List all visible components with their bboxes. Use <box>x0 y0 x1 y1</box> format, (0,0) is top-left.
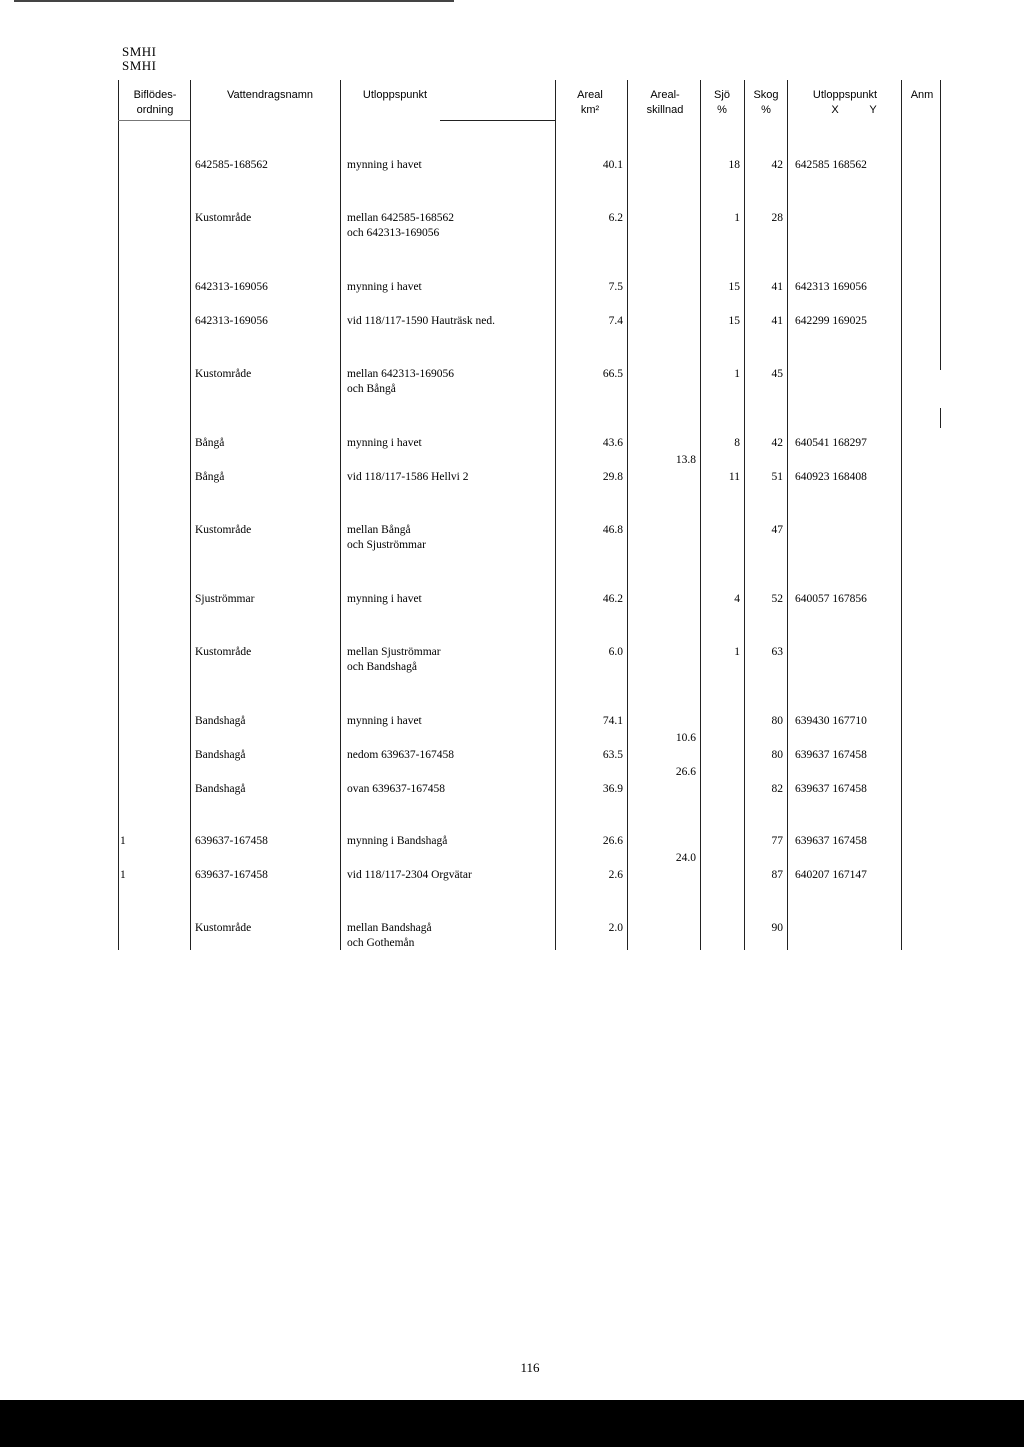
org-name: SMHI <box>122 44 157 59</box>
cell-coord: 642299 169025 <box>795 315 867 327</box>
cell-lake: 1 <box>734 646 740 658</box>
cell-name: 642313-169056 <box>195 315 268 327</box>
cell-coord: 640207 167147 <box>795 869 867 881</box>
cell-coord: 639637 167458 <box>795 749 867 761</box>
cell-forest: 63 <box>771 646 783 658</box>
header-note: Anm <box>910 89 934 101</box>
cell-area: 40.1 <box>602 159 623 171</box>
cell-lake: 4 <box>734 593 740 605</box>
header-name: Vattendragsnamn <box>226 89 314 101</box>
cell-outlet: mynning i havet <box>347 281 422 293</box>
cell-name: Bångå <box>195 437 225 449</box>
cell-forest: 52 <box>771 593 783 605</box>
cell-name: Bångå <box>195 471 225 483</box>
header-diff-1: Areal- <box>650 89 680 101</box>
col-rule-outlet <box>555 80 556 950</box>
cell-area: 26.6 <box>602 835 623 847</box>
col-rule-note-top <box>940 80 941 370</box>
cell-outlet: vid 118/117-1590 Hauträsk ned. <box>347 315 495 327</box>
header-outlet: Utloppspunkt <box>362 89 428 101</box>
col-rule-name <box>340 80 341 950</box>
header-coord-y: Y <box>869 104 877 116</box>
cell-forest: 90 <box>771 922 783 934</box>
cell-outlet-cont: och Bångå <box>347 383 396 395</box>
cell-name: Bandshagå <box>195 783 246 795</box>
cell-forest: 80 <box>771 715 783 727</box>
page-number: 116 <box>520 1360 540 1375</box>
header-area-2: km² <box>580 104 600 116</box>
cell-name: Sjuströmmar <box>195 593 255 605</box>
cell-forest: 47 <box>771 524 783 536</box>
cell-area: 6.0 <box>608 646 623 658</box>
cell-coord: 640541 168297 <box>795 437 867 449</box>
header-diff-2: skillnad <box>646 104 684 116</box>
cell-area: 46.8 <box>602 524 623 536</box>
cell-outlet-cont: och Gothemån <box>347 937 415 949</box>
cell-forest: 51 <box>771 471 783 483</box>
cell-outlet-cont: och Bandshagå <box>347 661 417 673</box>
cell-area: 63.5 <box>602 749 623 761</box>
cell-outlet: ovan 639637-167458 <box>347 783 446 795</box>
col-rule-coord <box>901 80 902 950</box>
cell-area: 2.6 <box>608 869 623 881</box>
cell-outlet: mellan Bandshagå <box>347 922 432 934</box>
cell-order: 1 <box>120 869 126 881</box>
cell-name: Bandshagå <box>195 715 246 727</box>
cell-outlet-cont: och Sjuströmmar <box>347 539 426 551</box>
cell-area: 43.6 <box>602 437 623 449</box>
cell-outlet: vid 118/117-1586 Hellvi 2 <box>347 471 469 483</box>
col-rule-left <box>118 80 119 950</box>
col-rule-lake <box>744 80 745 950</box>
cell-name: 639637-167458 <box>195 869 268 881</box>
cell-name: Kustområde <box>195 212 252 224</box>
cell-order: 1 <box>120 835 126 847</box>
header-lake-2: % <box>717 104 727 116</box>
cell-lake: 1 <box>734 212 740 224</box>
cell-outlet: mynning i Bandshagå <box>347 835 448 847</box>
cell-lake: 8 <box>734 437 740 449</box>
cell-outlet: mellan Sjuströmmar <box>347 646 441 658</box>
cell-forest: 28 <box>771 212 783 224</box>
header-bifl-2: ordning <box>136 104 174 116</box>
cell-area: 36.9 <box>602 783 623 795</box>
cell-coord: 642313 169056 <box>795 281 867 293</box>
cell-outlet: mellan 642585-168562 <box>347 212 454 224</box>
col-rule-bifl <box>190 80 191 950</box>
cell-name: 642313-169056 <box>195 281 268 293</box>
cell-lake: 15 <box>728 281 740 293</box>
col-rule-note-mark <box>940 408 941 428</box>
header-lake-1: Sjö <box>714 89 730 101</box>
header-coord-x: X <box>831 104 839 116</box>
cell-outlet: mynning i havet <box>347 715 422 727</box>
header-underline <box>440 120 555 121</box>
cell-forest: 87 <box>771 869 783 881</box>
cell-area-diff: 24.0 <box>675 852 696 864</box>
cell-outlet: mellan 642313-169056 <box>347 368 454 380</box>
header-area-1: Areal <box>577 89 603 101</box>
cell-name: 639637-167458 <box>195 835 268 847</box>
cell-coord: 639637 167458 <box>795 783 867 795</box>
cell-forest: 45 <box>771 368 783 380</box>
cell-outlet: mynning i havet <box>347 437 422 449</box>
header-coord: Utloppspunkt <box>812 89 878 101</box>
cell-area-diff: 10.6 <box>675 732 696 744</box>
cell-coord: 640923 168408 <box>795 471 867 483</box>
cell-area: 7.5 <box>608 281 623 293</box>
cell-lake: 18 <box>728 159 740 171</box>
cell-forest: 41 <box>771 281 783 293</box>
header-underline-bifl <box>118 120 190 121</box>
cell-lake: 1 <box>734 368 740 380</box>
cell-coord: 640057 167856 <box>795 593 867 605</box>
scan-edge-line <box>14 0 454 2</box>
cell-area-diff: 26.6 <box>675 766 696 778</box>
cell-lake: 11 <box>728 471 740 483</box>
cell-area: 2.0 <box>608 922 623 934</box>
cell-name: 642585-168562 <box>195 159 268 171</box>
header-forest-1: Skog <box>753 89 779 101</box>
cell-area: 7.4 <box>608 315 623 327</box>
cell-outlet: mynning i havet <box>347 593 422 605</box>
cell-coord: 642585 168562 <box>795 159 867 171</box>
cell-coord: 639430 167710 <box>795 715 867 727</box>
cell-area: 46.2 <box>602 593 623 605</box>
cell-outlet: mynning i havet <box>347 159 422 171</box>
cell-name: Bandshagå <box>195 749 246 761</box>
cell-area: 66.5 <box>602 368 623 380</box>
cell-name: Kustområde <box>195 368 252 380</box>
cell-forest: 82 <box>771 783 783 795</box>
cell-area-diff: 13.8 <box>675 454 696 466</box>
col-rule-diff <box>700 80 701 950</box>
cell-forest: 77 <box>771 835 783 847</box>
cell-outlet: nedom 639637-167458 <box>347 749 455 761</box>
cell-name: Kustområde <box>195 646 252 658</box>
cell-outlet-cont: och 642313-169056 <box>347 227 440 239</box>
cell-area: 29.8 <box>602 471 623 483</box>
cell-area: 74.1 <box>602 715 623 727</box>
col-rule-forest <box>787 80 788 950</box>
cell-forest: 42 <box>771 159 783 171</box>
cell-forest: 42 <box>771 437 783 449</box>
cell-outlet: vid 118/117-2304 Orgvätar <box>347 869 472 881</box>
org-name-repeat: SMHI <box>122 58 157 73</box>
col-rule-area <box>627 80 628 950</box>
cell-name: Kustområde <box>195 524 252 536</box>
cell-coord: 639637 167458 <box>795 835 867 847</box>
cell-forest: 41 <box>771 315 783 327</box>
cell-area: 6.2 <box>608 212 623 224</box>
cell-lake: 15 <box>728 315 740 327</box>
cell-name: Kustområde <box>195 922 252 934</box>
header-bifl-1: Biflödes- <box>133 89 177 101</box>
cell-forest: 80 <box>771 749 783 761</box>
header-forest-2: % <box>761 104 771 116</box>
cell-outlet: mellan Bångå <box>347 524 411 536</box>
